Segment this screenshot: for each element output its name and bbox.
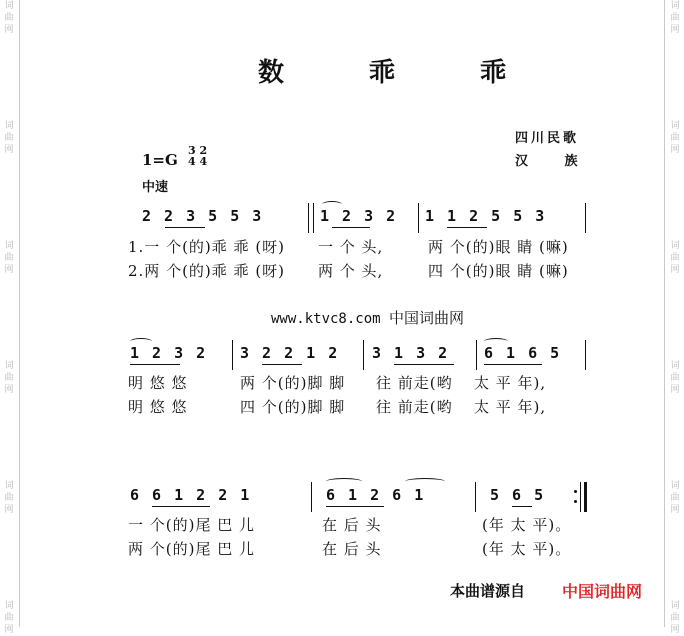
- watermark-group: [4, 480, 13, 516]
- song-origin: 四川民歌: [515, 131, 580, 146]
- lyric-verse-1: 一 个 头,: [318, 238, 384, 256]
- bar-line: [311, 482, 312, 512]
- song-ethnicity: 汉 族: [515, 154, 594, 169]
- watermark-group: [670, 0, 679, 36]
- source-url: [271, 307, 464, 328]
- watermark-char: 词: [4, 361, 14, 371]
- source-site-name: 中国词曲网: [389, 309, 465, 327]
- underline: [332, 227, 370, 228]
- watermark-char: 曲: [4, 253, 14, 263]
- lyric-verse-1: 明 悠 悠: [128, 374, 188, 392]
- bar-line: [313, 203, 314, 233]
- meter-top: 3 2: [188, 144, 208, 157]
- bar-line: [232, 340, 233, 370]
- watermark-char: 曲: [4, 373, 14, 383]
- notes-measure: 2 2 3 5 5 3: [142, 207, 264, 225]
- lyric-verse-1: 一 个(的)尾 巴 儿: [128, 516, 256, 534]
- watermark-group: [670, 120, 679, 156]
- right-border-line: [664, 0, 665, 627]
- slur: [322, 201, 342, 208]
- lyric-verse-2: 四 个(的)眼 睛 (嘛): [428, 262, 569, 280]
- watermark-group: [4, 0, 13, 36]
- watermark-group: [670, 240, 679, 276]
- watermark-char: 词: [670, 1, 680, 11]
- watermark-char: 曲: [4, 133, 14, 143]
- lyric-verse-2: 往 前走(哟: [376, 398, 453, 416]
- watermark-char: 词: [4, 1, 14, 11]
- watermark-group: [4, 240, 13, 276]
- watermark-char: 网: [4, 505, 14, 515]
- lyric-verse-2: 太 平 年),: [474, 398, 547, 416]
- watermark-char: 网: [4, 385, 14, 395]
- watermark-char: 词: [4, 241, 14, 251]
- lyric-verse-1: 在 后 头: [322, 516, 382, 534]
- bar-line: [418, 203, 419, 233]
- repeat-dot: [574, 490, 577, 493]
- lyric-verse-1: 1.一 个(的)乖 乖 (呀): [128, 238, 286, 256]
- lyric-verse-2: 四 个(的)脚 脚: [240, 398, 346, 416]
- bar-line: [476, 340, 477, 370]
- watermark-group: [670, 360, 679, 396]
- watermark-char: 网: [670, 625, 680, 635]
- underline: [512, 506, 532, 507]
- watermark-group: [670, 600, 679, 636]
- lyric-verse-2: 明 悠 悠: [128, 398, 188, 416]
- footer-source-label: 本曲谱源自: [450, 582, 526, 600]
- notes-measure: 1 2 3 2: [320, 207, 398, 225]
- watermark-group: [4, 120, 13, 156]
- watermark-char: 网: [670, 505, 680, 515]
- watermark-char: 曲: [4, 493, 14, 503]
- lyric-verse-2: 2.两 个(的)乖 乖 (呀): [128, 262, 286, 280]
- watermark-char: 词: [670, 121, 680, 131]
- watermark-group: [4, 360, 13, 396]
- bar-line: [308, 203, 309, 233]
- footer-site-link[interactable]: 中国词曲网: [562, 582, 643, 601]
- underline: [165, 227, 205, 228]
- underline: [394, 364, 454, 365]
- left-watermark-strip: [0, 0, 18, 635]
- watermark-char: 曲: [670, 373, 680, 383]
- bar-line: [580, 482, 581, 512]
- lyric-verse-1: 往 前走(哟: [376, 374, 453, 392]
- bar-line: [585, 203, 586, 233]
- notes-measure: 6 1 6 5: [484, 344, 562, 362]
- watermark-char: 曲: [670, 13, 680, 23]
- underline: [447, 227, 487, 228]
- underline: [484, 364, 542, 365]
- right-watermark-strip: [666, 0, 684, 635]
- lyric-verse-2: (年 太 平)。: [482, 540, 572, 558]
- watermark-char: 曲: [670, 493, 680, 503]
- source-url-text: www.ktvc8.com: [271, 311, 381, 327]
- watermark-group: [4, 600, 13, 636]
- notes-measure: 3 2 2 1 2: [240, 344, 340, 362]
- watermark-char: 网: [4, 625, 14, 635]
- tempo-marking: 中速: [142, 180, 169, 195]
- watermark-char: 曲: [670, 613, 680, 623]
- lyric-verse-2: 两 个(的)尾 巴 儿: [128, 540, 256, 558]
- underline: [326, 506, 384, 507]
- watermark-char: 词: [4, 481, 14, 491]
- slur: [405, 478, 445, 485]
- watermark-group: [670, 480, 679, 516]
- bar-line: [585, 340, 586, 370]
- watermark-char: 网: [4, 25, 14, 35]
- underline: [130, 364, 180, 365]
- watermark-char: 词: [670, 601, 680, 611]
- notes-measure: 1 2 3 2: [130, 344, 208, 362]
- lyric-verse-2: 两 个 头,: [318, 262, 384, 280]
- final-bar-line: [584, 482, 587, 512]
- slur: [484, 338, 508, 345]
- watermark-char: 词: [670, 481, 680, 491]
- watermark-char: 词: [4, 121, 14, 131]
- notes-measure: 1 1 2 5 5 3: [425, 207, 547, 225]
- watermark-char: 词: [670, 241, 680, 251]
- slur: [130, 338, 152, 345]
- repeat-dot: [574, 500, 577, 503]
- watermark-char: 网: [670, 385, 680, 395]
- notes-measure: 6 6 1 2 2 1: [130, 486, 252, 504]
- watermark-char: 词: [4, 601, 14, 611]
- watermark-char: 曲: [4, 13, 14, 23]
- underline: [152, 506, 210, 507]
- meter-bottom: 4 4: [188, 155, 208, 168]
- lyric-verse-2: 在 后 头: [322, 540, 382, 558]
- lyric-verse-1: (年 太 平)。: [482, 516, 572, 534]
- watermark-char: 曲: [4, 613, 14, 623]
- notes-measure: 3 1 3 2: [372, 344, 450, 362]
- watermark-char: 网: [670, 145, 680, 155]
- watermark-char: 词: [670, 361, 680, 371]
- watermark-char: 网: [670, 265, 680, 275]
- watermark-char: 网: [4, 145, 14, 155]
- watermark-char: 曲: [670, 133, 680, 143]
- slur: [326, 478, 362, 485]
- watermark-char: 网: [670, 25, 680, 35]
- bar-line: [363, 340, 364, 370]
- underline: [262, 364, 302, 365]
- lyric-verse-1: 两 个(的)眼 睛 (嘛): [428, 238, 569, 256]
- watermark-char: 曲: [670, 253, 680, 263]
- bar-line: [475, 482, 476, 512]
- left-border-line: [19, 0, 20, 627]
- time-signature: [188, 145, 207, 167]
- song-title: 数 乖 乖: [258, 58, 545, 88]
- notes-measure: 6 1 2 6 1: [326, 486, 426, 504]
- lyric-verse-1: 两 个(的)脚 脚: [240, 374, 346, 392]
- notes-measure: 5 6 5: [490, 486, 546, 504]
- watermark-char: 网: [4, 265, 14, 275]
- key-signature: 1=G: [142, 151, 178, 169]
- lyric-verse-1: 太 平 年),: [474, 374, 547, 392]
